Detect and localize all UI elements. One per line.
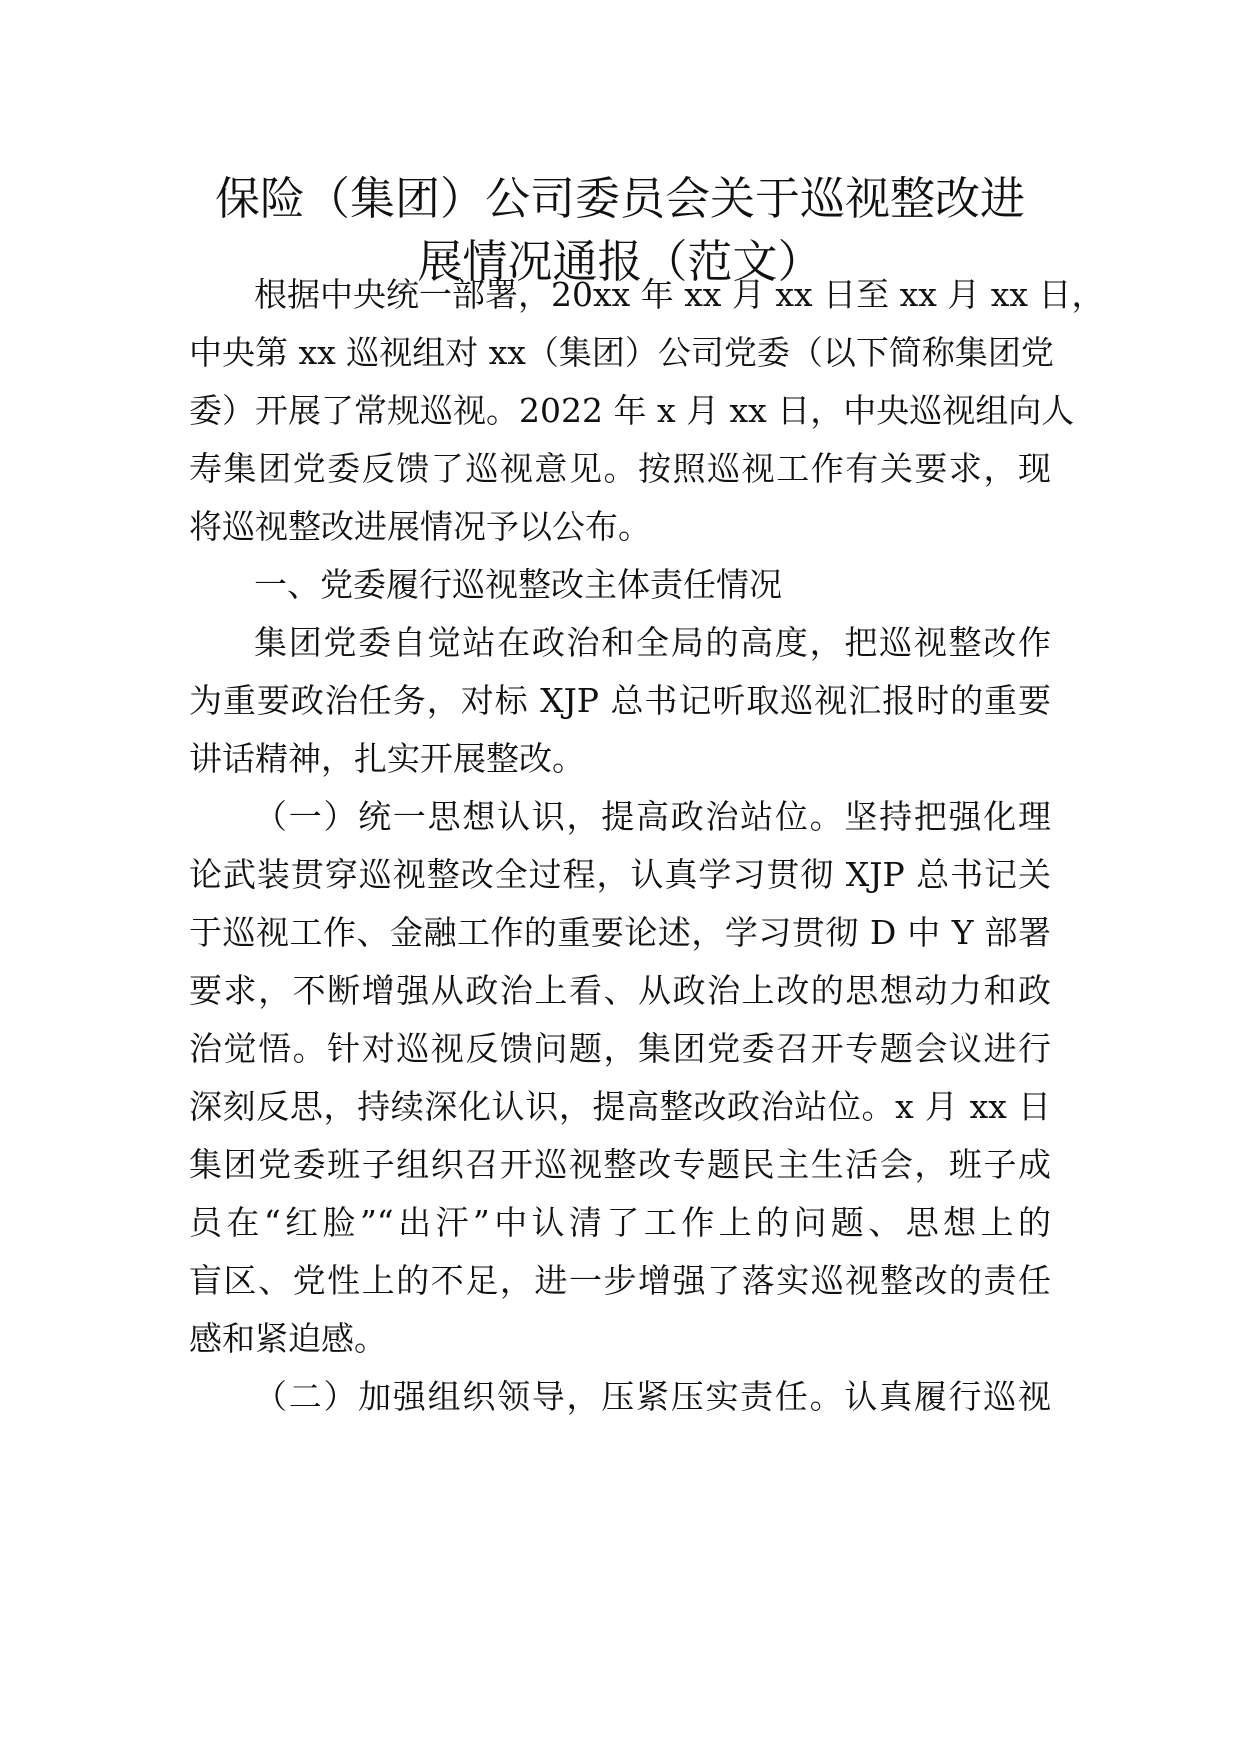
paragraph-3-line-4: 要求，不断增强从政治上看、从政治上改的思想动力和政 [189,971,1051,1010]
paragraph-4-line-1: （二）加强组织领导，压紧压实责任。认真履行巡视 [254,1377,1051,1416]
paragraph-1-line-1: 根据中央统一部署，20xx 年 xx 月 xx 日至 xx 月 xx 日， [254,275,1105,314]
document-title-line-2: 展情况通报（范文） [417,235,823,288]
paragraph-3-line-5: 治觉悟。针对巡视反馈问题，集团党委召开专题会议进行 [189,1029,1051,1068]
paragraph-3-line-10: 感和紧迫感。 [189,1319,387,1358]
paragraph-2-line-3: 讲话精神，扎实开展整改。 [189,739,585,778]
paragraph-1-line-5: 将巡视整改进展情况予以公布。 [189,507,651,546]
paragraph-1-line-2: 中央第 xx 巡视组对 xx（集团）公司党委（以下简称集团党 [189,333,1054,372]
paragraph-3-line-7: 集团党委班子组织召开巡视整改专题民主生活会，班子成 [189,1145,1051,1184]
paragraph-3-line-8: 员在“红脸”“出汗”中认清了工作上的问题、思想上的 [189,1203,1051,1242]
paragraph-3-line-1: （一）统一思想认识，提高政治站位。坚持把强化理 [254,797,1051,836]
paragraph-1-line-4: 寿集团党委反馈了巡视意见。按照巡视工作有关要求，现 [189,449,1051,488]
paragraph-3-line-2: 论武装贯穿巡视整改全过程，认真学习贯彻 XJP 总书记关 [189,855,1051,894]
section-heading-1: 一、党委履行巡视整改主体责任情况 [254,565,782,604]
paragraph-1-line-3: 委）开展了常规巡视。2022 年 x 月 xx 日，中央巡视组向人 [189,391,1075,430]
document-title-line-1: 保险（集团）公司委员会关于巡视整改进 [214,172,1025,225]
paragraph-3-line-3: 于巡视工作、金融工作的重要论述，学习贯彻 D 中 Y 部署 [189,913,1051,952]
paragraph-3-line-9: 盲区、党性上的不足，进一步增强了落实巡视整改的责任 [189,1261,1051,1300]
paragraph-3-line-6: 深刻反思，持续深化认识，提高整改政治站位。x 月 xx 日 [189,1087,1051,1126]
paragraph-2-line-1: 集团党委自觉站在政治和全局的高度，把巡视整改作 [254,623,1051,662]
paragraph-2-line-2: 为重要政治任务，对标 XJP 总书记听取巡视汇报时的重要 [189,681,1051,720]
